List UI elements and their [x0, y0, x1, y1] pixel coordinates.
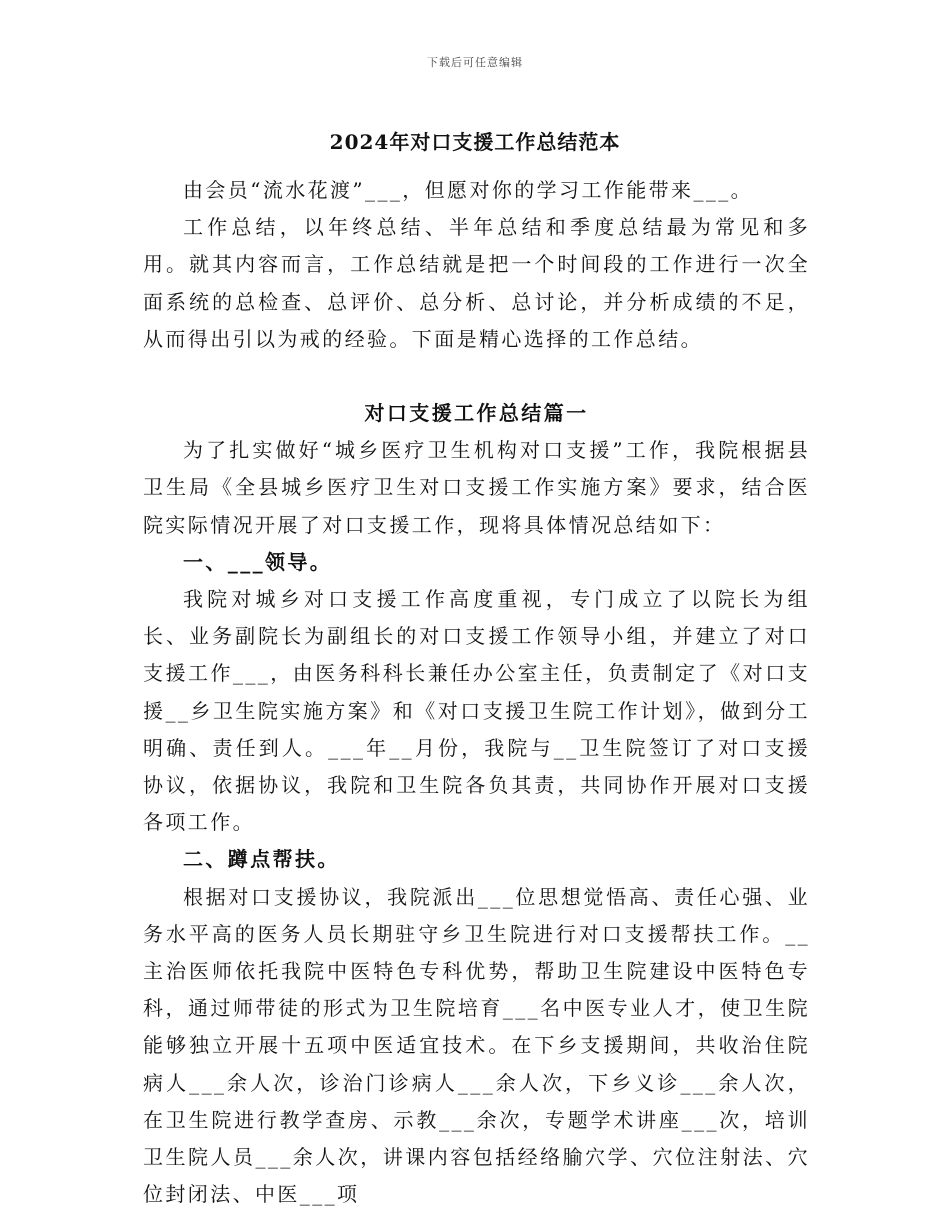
subsection-body-leadership: 我院对城乡对口支援工作高度重视，专门成立了以院长为组长、业务副院长为副组长的对口支援工作领导小组，并建立了对口支援工作___，由医务科科长兼任办公室主任，负责制定了《对口支援__乡卫生院实施方案》和《对口支援卫生院工作计划》，做到分工明确、责任到人。___年__月份，我院与__卫生院签订了对口支援协议，依据协议，我院和卫生院各负其责，共同协作开展对口支援各项工作。 — [143, 587, 810, 835]
page-header-note: 下载后可任意编辑 — [427, 56, 523, 69]
subsection-body-support: 根据对口支援协议，我院派出___位思想觉悟高、责任心强、业务水平高的医务人员长期驻守乡卫生院进行对口支援帮扶工作。__主治医师依托我院中医特色专科优势，帮助卫生院建设中医特色专科，通过师带徒的形式为卫生院培育___名中医专业人才，使卫生院能够独立开展十五项中医适宜技术。在下乡支援期间，共收治住院病人___余人次，诊治门诊病人___余人次，下乡义诊___余人次，在卫生院进行教学查房、示教___余次，专题学术讲座___次，培训卫生院人员___余人次，讲课内容包括经络腧穴学、穴位注射法、穴位封闭法、中医___项 — [143, 884, 810, 1207]
section-part-one — [143, 395, 810, 1213]
intro-paragraph-1: 由会员“流水花渡”___，但愿对你的学习工作能带来___。 — [183, 178, 754, 202]
intro-paragraph-2: 工作总结，以年终总结、半年总结和季度总结最为常见和多用。就其内容而言，工作总结就是把一个时间段的工作进行一次全面系统的总检查、总评价、总分析、总讨论，并分析成绩的不足，从而得出引以为戒的经验。下面是精心选择的工作总结。 — [143, 215, 810, 351]
section-title: 对口支援工作总结篇一 — [364, 401, 589, 425]
subsection-heading-leadership: 一、___领导。 — [183, 549, 333, 574]
section-intro-paragraph: 为了扎实做好“城乡医疗卫生机构对口支援”工作，我院根据县卫生局《全县城乡医疗卫生对口支援工作实施方案》要求，结合医院实际情况开展了对口支援工作，现将具体情况总结如下： — [143, 438, 810, 537]
document-title: 2024年对口支援工作总结范本 — [329, 130, 621, 154]
intro-block — [143, 172, 810, 358]
subsection-heading-support: 二、蹲点帮扶。 — [183, 847, 340, 872]
